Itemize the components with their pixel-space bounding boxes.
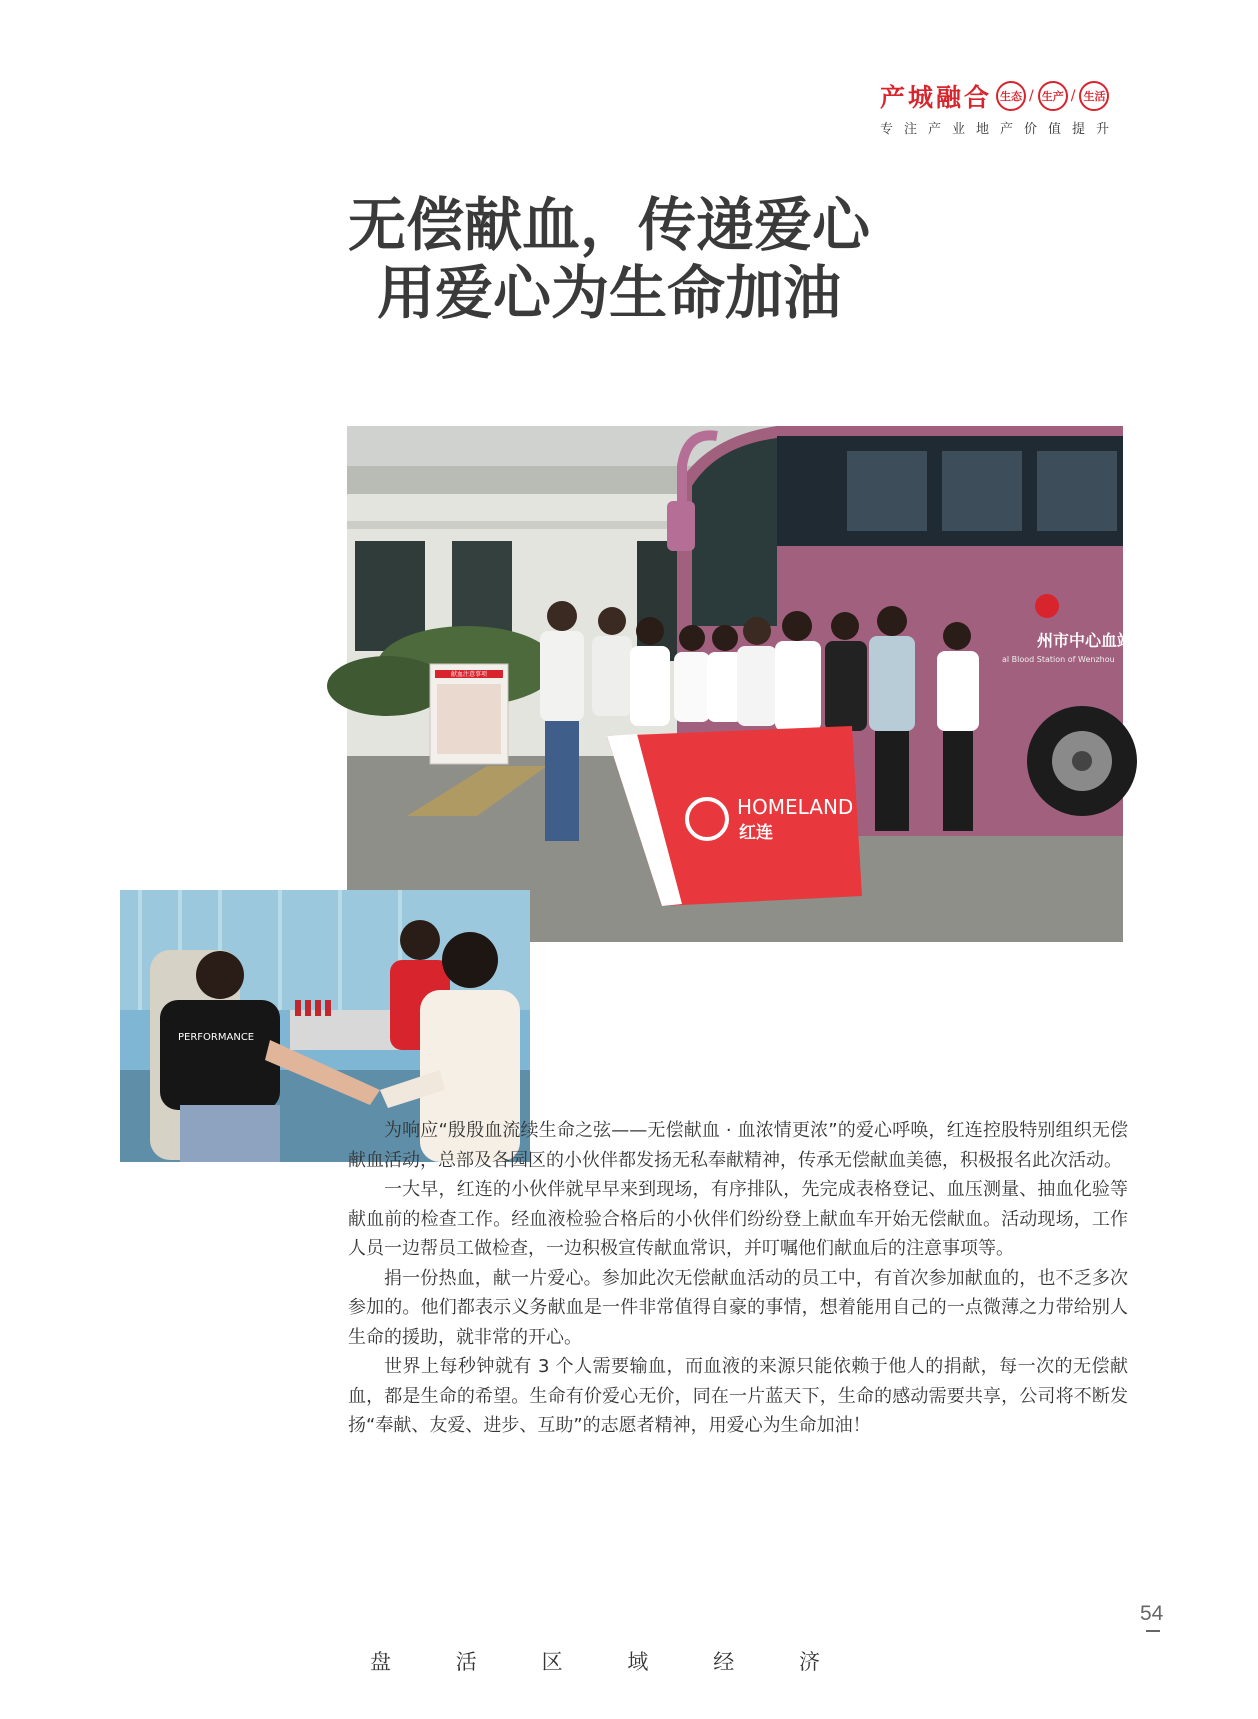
brand-header <box>880 78 1180 137</box>
info-board-title: 献血注意事项 <box>450 671 488 678</box>
badge-separator: / <box>1070 88 1076 104</box>
headline-line2: 用爱心为生命加油 <box>376 259 841 327</box>
badge-separator: / <box>1029 88 1034 104</box>
footer-char: 域 <box>627 1650 649 1674</box>
badge-life: 生活 <box>1079 81 1109 111</box>
paragraph-3: 捐一份热血，献一片爱心。参加此次无偿献血活动的员工中，有首次参加献血的，也不乏多次参加的。他们都表示义务献血是一件非常值得自豪的事情，想着能用自己的一点微薄之力带给别人生命的援助，就非常的开心。 <box>348 1267 1128 1348</box>
bus-sign: 州市中心血站 <box>1037 631 1134 650</box>
flag-cn: 红连 <box>739 823 773 843</box>
footer-char: 活 <box>455 1650 477 1674</box>
footer-char: 济 <box>798 1650 820 1674</box>
footer-char: 区 <box>541 1650 563 1674</box>
footer-char: 经 <box>713 1650 735 1674</box>
flag-brand: HOMELAND <box>737 795 854 819</box>
page-number: 54 <box>1140 1602 1164 1625</box>
paragraph-1: 为响应“殷殷血流续生命之弦——无偿献血 · 血浓情更浓”的爱心呼唤，红连控股特别组织无偿献血活动，总部及各园区的小伙伴都发扬无私奉献精神，传承无偿献血美德，积极报名此次活动。 <box>348 1120 1128 1171</box>
brand-title-row <box>880 78 1180 114</box>
footer-char: 盘 <box>370 1650 391 1674</box>
brand-title: 产城融合 <box>880 83 993 112</box>
bus-sign-en: al Blood Station of Wenzhou <box>1002 655 1115 664</box>
article-body <box>348 1116 1128 1441</box>
badge-production: 生产 <box>1038 81 1068 111</box>
badge-ecology: 生态 <box>996 81 1026 111</box>
footer-title <box>370 1646 820 1676</box>
shirt-text: PERFORMANCE <box>178 1032 255 1043</box>
headline-line1: 无偿献血，传递爱心 <box>347 191 870 259</box>
paragraph-2: 一大早，红连的小伙伴就早早来到现场，有序排队，先完成表格登记、血压测量、抽血化验等献血前的检查工作。经血液检验合格后的小伙伴们纷纷登上献血车开始无偿献血。活动现场，工作人员一边帮员工做检查，一边积极宣传献血常识，并叮嘱他们献血后的注意事项等。 <box>348 1179 1128 1259</box>
brand-subtitle: 专注产业地产价值提升 <box>880 122 1121 137</box>
group-photo <box>347 426 1134 942</box>
paragraph-4: 世界上每秒钟就有 3 个人需要输血，而血液的来源只能依赖于他人的捐献，每一次的无偿献血，都是生命的希望。生命有价爱心无价，同在一片蓝天下，生命的感动需要共享，公司将不断发扬“奉献、友爱、进步、互助”的志愿者精神，用爱心为生命加油！ <box>348 1356 1128 1436</box>
